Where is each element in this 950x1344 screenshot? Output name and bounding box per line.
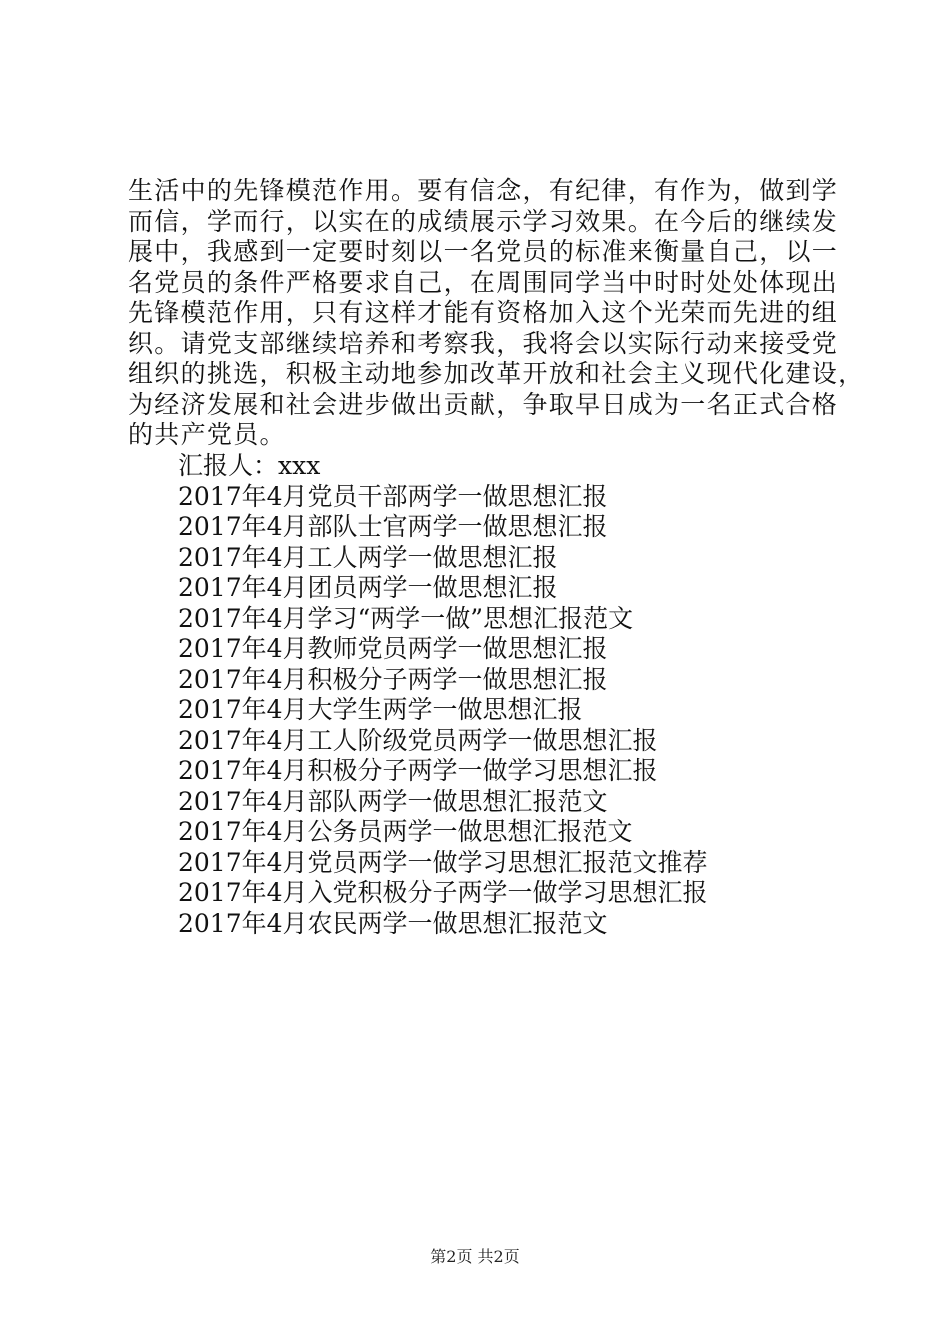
paragraph-line: 的共产党员。 <box>128 420 286 449</box>
related-article-link[interactable]: 2017年4月团员两学一做思想汇报 <box>178 573 558 602</box>
related-article-link[interactable]: 2017年4月入党积极分子两学一做学习思想汇报 <box>178 878 708 907</box>
body-paragraph <box>128 176 865 451</box>
paragraph-line: 名党员的条件严格要求自己，在周围同学当中时时处处体现出 <box>128 267 839 297</box>
related-article-link[interactable]: 2017年4月农民两学一做思想汇报范文 <box>178 908 608 938</box>
paragraph-line: 组织的挑选，积极主动地参加改革开放和社会主义现代化建设， <box>128 359 865 388</box>
reporter-signature: 汇报人：xxx <box>178 451 321 480</box>
related-article-link[interactable]: 2017年4月部队两学一做思想汇报范文 <box>178 786 608 816</box>
related-article-link[interactable]: 2017年4月党员干部两学一做思想汇报 <box>178 481 608 511</box>
related-article-link[interactable]: 2017年4月大学生两学一做思想汇报 <box>178 695 583 724</box>
related-article-link[interactable]: 2017年4月积极分子两学一做学习思想汇报 <box>178 756 658 785</box>
paragraph-line: 生活中的先锋模范作用。要有信念，有纪律，有作为，做到学 <box>128 176 839 205</box>
related-article-link[interactable]: 2017年4月部队士官两学一做思想汇报 <box>178 512 608 541</box>
related-article-link[interactable]: 2017年4月公务员两学一做思想汇报范文 <box>178 817 633 846</box>
paragraph-line: 织。请党支部继续培养和考察我，我将会以实际行动来接受党 <box>128 328 839 358</box>
related-articles-list <box>178 451 828 939</box>
paragraph-line: 而信，学而行，以实在的成绩展示学习效果。在今后的继续发 <box>128 206 839 236</box>
page-number-footer: 第2页 共2页 <box>430 1247 520 1266</box>
paragraph-line: 为经济发展和社会进步做出贡献，争取早日成为一名正式合格 <box>128 389 839 419</box>
paragraph-line: 展中，我感到一定要时刻以一名党员的标准来衡量自己，以一 <box>128 237 839 266</box>
related-article-link[interactable]: 2017年4月教师党员两学一做思想汇报 <box>178 634 608 663</box>
paragraph-line: 先锋模范作用，只有这样才能有资格加入这个光荣而先进的组 <box>128 298 839 327</box>
related-article-link[interactable]: 2017年4月党员两学一做学习思想汇报范文推荐 <box>178 847 708 877</box>
related-article-link[interactable]: 2017年4月工人阶级党员两学一做思想汇报 <box>178 725 658 755</box>
related-article-link[interactable]: 2017年4月工人两学一做思想汇报 <box>178 542 558 572</box>
related-article-link[interactable]: 2017年4月积极分子两学一做思想汇报 <box>178 664 608 694</box>
related-article-link[interactable]: 2017年4月学习“两学一做”思想汇报范文 <box>178 603 634 633</box>
